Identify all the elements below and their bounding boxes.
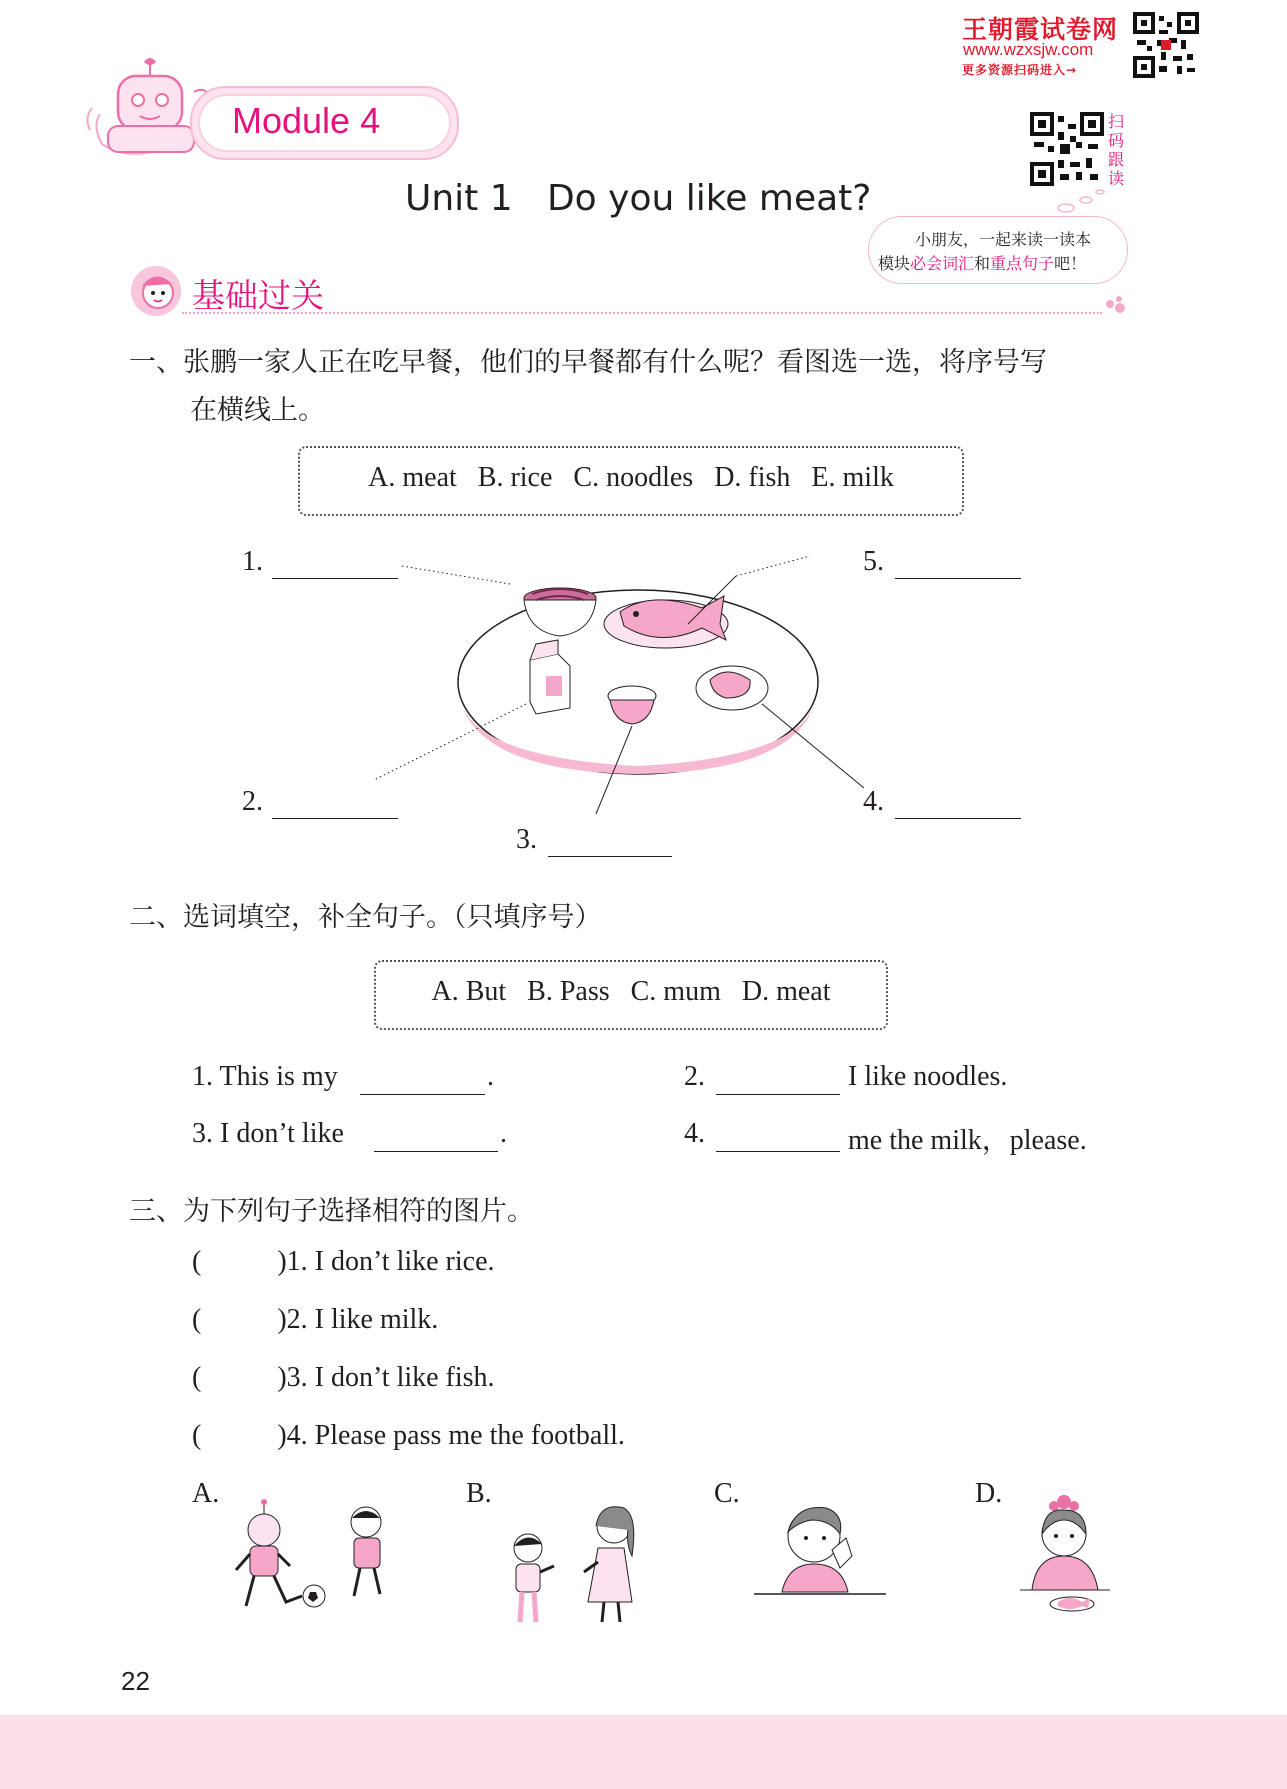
q1-blank-number: 3. [516,824,537,855]
site-qr-code-icon[interactable] [1133,12,1199,78]
site-url[interactable]: www.wzxsjw.com [963,40,1094,59]
picture-label-d: D. [975,1478,1003,1509]
scan-to-read-label: 扫码跟读 [1108,112,1125,188]
q3-answer-paren[interactable]: ( [192,1304,202,1335]
q2-answer-blank[interactable] [716,1094,840,1095]
q1-answer-blank[interactable] [895,578,1021,579]
q1-blank-number: 4. [863,786,884,817]
site-more-resources: 更多资源扫码进入→ [962,63,1078,77]
q2-instruction: 二、选词填空，补全句子。（只填序号） [129,902,602,933]
bubble-tail-icon [1056,186,1106,218]
q2-sentence-number: 2. [684,1061,705,1092]
picture-a-football-illustration[interactable] [220,1496,400,1626]
q2-word-bank [374,960,888,1030]
q1-blank-number: 1. [242,546,263,577]
q3-answer-paren[interactable]: ( [192,1362,202,1393]
footer-band [0,1715,1287,1789]
q2-sentence: 1. This is my [192,1061,338,1092]
q2-sentence-end: . [500,1118,507,1149]
q2-sentence-number: 4. [684,1118,705,1149]
q2-word-options: A. But B. Pass C. mum D. meat [431,976,831,1007]
picture-label-b: B. [466,1478,492,1509]
q3-item: ( )2. I like milk. [192,1304,439,1335]
q2-answer-blank[interactable] [360,1094,485,1095]
site-brand: 王朝霞试卷网 [962,15,1119,44]
q2-sentence-end: I like noodles. [848,1061,1008,1092]
module-title: Module 4 [232,100,381,141]
q3-item: ( )4. Please pass me the football. [192,1420,625,1451]
section-title: 基础过关 [192,276,324,315]
section-divider [182,312,1102,314]
picture-label-a: A. [192,1478,220,1509]
picture-label-c: C. [714,1478,740,1509]
picture-d-girl-fish-illustration[interactable] [1016,1494,1126,1620]
q1-blank-number: 2. [242,786,263,817]
bubble-text-line2: 模块必会词汇和重点句子吧！ [878,254,1087,273]
q3-item: ( )3. I don’t like fish. [192,1362,495,1393]
q1-word-bank [298,446,964,516]
dots-decoration-icon [1104,296,1132,316]
girl-avatar-icon [128,264,184,318]
breakfast-table-illustration [250,540,1050,860]
q1-answer-blank[interactable] [548,856,672,857]
q1-instruction-line1: 一、张鹏一家人正在吃早餐，他们的早餐都有什么呢？看图选一选，将序号写 [129,347,1047,378]
q1-word-options: A. meat B. rice C. noodles D. fish E. milk [368,462,894,493]
picture-b-boy-girl-illustration[interactable] [500,1496,660,1630]
q3-item: ( )1. I don’t like rice. [192,1246,495,1277]
q2-sentence-end: me the milk，please. [848,1125,1087,1156]
q1-answer-blank[interactable] [272,578,398,579]
q1-answer-blank[interactable] [895,818,1021,819]
bubble-text-line1: 小朋友，一起来读一读本 [915,230,1092,249]
q3-answer-paren[interactable]: ( [192,1246,202,1277]
q3-instruction: 三、为下列句子选择相符的图片。 [129,1196,534,1227]
audio-qr-code-icon[interactable] [1030,112,1104,186]
q2-answer-blank[interactable] [374,1151,498,1152]
q1-answer-blank[interactable] [272,818,398,819]
picture-c-boy-drinking-illustration[interactable] [752,1494,894,1604]
q1-instruction-line2: 在横线上。 [190,395,325,426]
q2-sentence: 3. I don’t like [192,1118,344,1149]
q2-sentence-end: . [487,1061,494,1092]
q3-answer-paren[interactable]: ( [192,1420,202,1451]
page-number: 22 [121,1666,150,1696]
q1-blank-number: 5. [863,546,884,577]
q2-answer-blank[interactable] [716,1151,840,1152]
unit-title: Unit 1 Do you like meat? [405,178,872,219]
